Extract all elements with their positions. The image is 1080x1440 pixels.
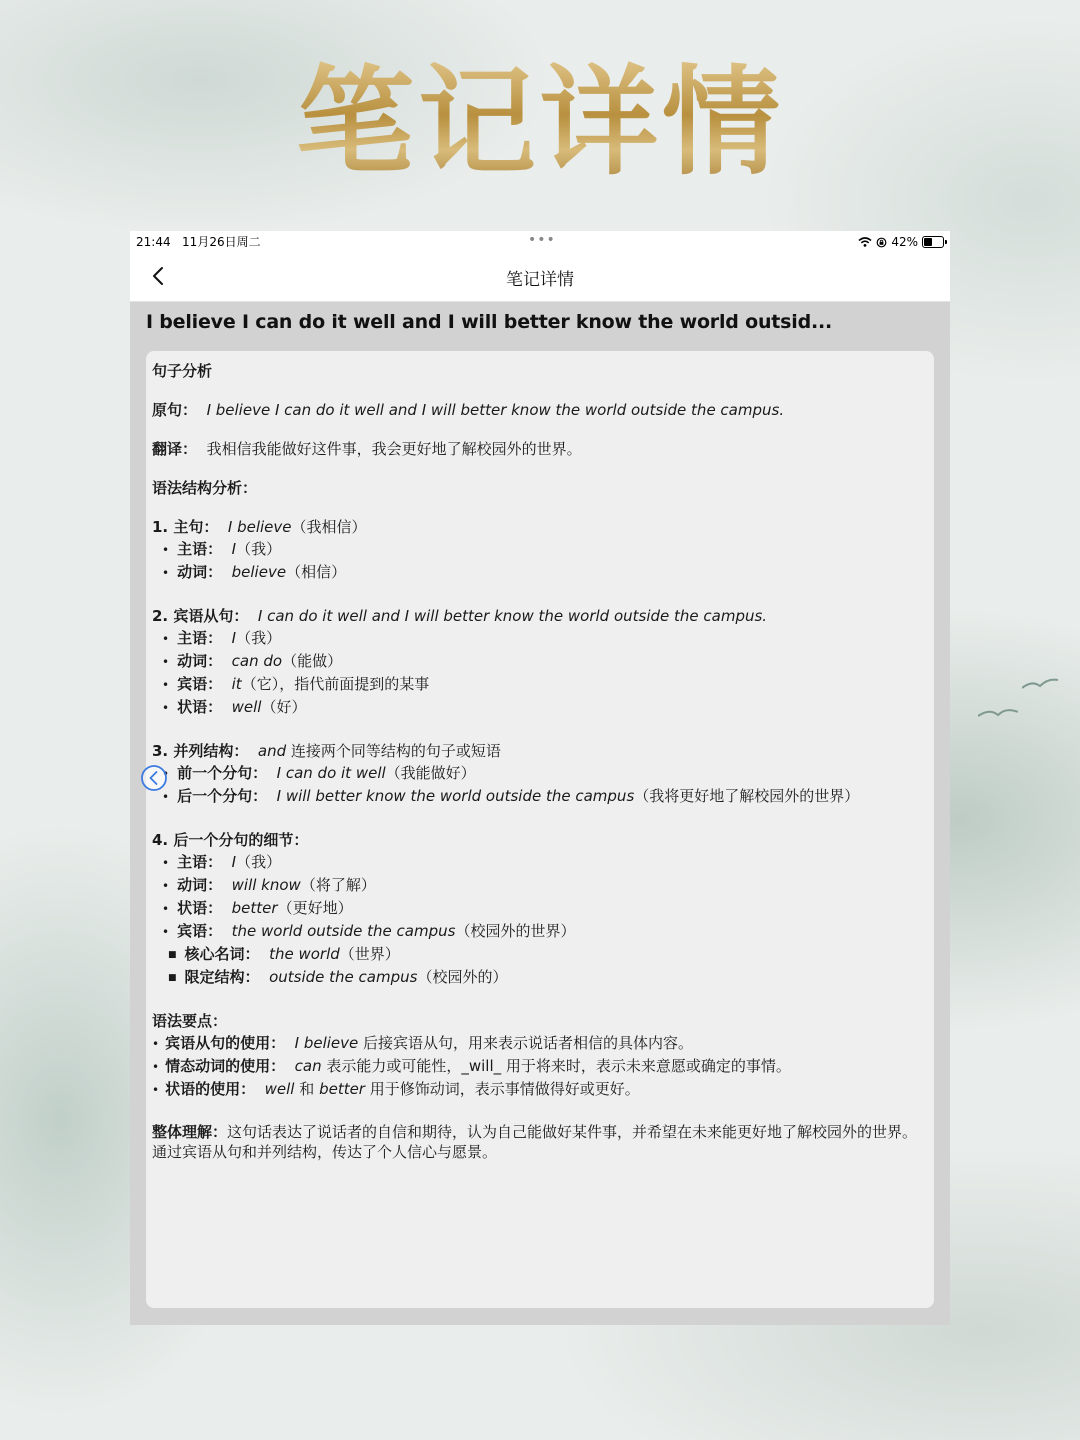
s1-head: 1. 主句： I believe（我相信） (152, 518, 367, 536)
status-time: 21:44 11月26日周二 (136, 235, 261, 249)
s3-head: 3. 并列结构： and 连接两个同等结构的句子或短语 (152, 742, 501, 760)
list-item: • 状语： better（更好地） (152, 897, 928, 920)
list-item: • 状语： well（好） (152, 696, 928, 719)
battery-percent: 42% (891, 235, 918, 249)
multitask-dots-icon[interactable]: ••• (528, 232, 556, 248)
list-item: • 状语的使用： well 和 better 用于修饰动词，表示事情做得好或更好。 (152, 1078, 928, 1101)
note-title: I believe I can do it well and I will better know the world outsid... (146, 311, 833, 333)
points-title: 语法要点： (152, 1012, 228, 1030)
list-item: • 宾语从句的使用： I believe 后接宾语从句，用来表示说话者相信的具体内容。 (152, 1032, 928, 1055)
list-subitem: ■ 核心名词： the world（世界） (152, 943, 928, 966)
list-item: • 前一个分句： I can do it well（我能做好） (152, 762, 928, 785)
section-title: 句子分析 (152, 362, 213, 380)
status-bar (130, 231, 950, 253)
note-content-card (146, 351, 934, 1308)
translation: 翻译： 我相信我能做好这件事，我会更好地了解校园外的世界。 (152, 440, 582, 458)
list-item: • 情态动词的使用： can 表示能力或可能性，_will_ 用于将来时，表示未来意愿或确定的事情。 (152, 1055, 928, 1078)
orientation-lock-icon (876, 237, 887, 248)
list-item: • 宾语： the world outside the campus（校园外的世界） (152, 920, 928, 943)
wifi-icon (858, 237, 872, 247)
summary: 整体理解：这句话表达了说话者的自信和期待，认为自己能做好某件事，并希望在未来能更好地了解校园外的世界。通过宾语从句和并列结构，传达了个人信心与愿景。 (152, 1123, 918, 1161)
grammar-title: 语法结构分析： (152, 479, 258, 497)
list-item: • 主语： I（我） (152, 538, 928, 561)
bird-icon (978, 706, 1018, 720)
list-subitem: ■ 限定结构： outside the campus（校园外的） (152, 966, 928, 989)
list-item: • 主语： I（我） (152, 627, 928, 650)
floating-back-icon[interactable] (140, 764, 168, 792)
list-item: • 主语： I（我） (152, 851, 928, 874)
list-item: • 宾语： it（它），指代前面提到的某事 (152, 673, 928, 696)
list-item: • 动词： will know（将了解） (152, 874, 928, 897)
nav-title: 笔记详情 (506, 270, 574, 290)
list-item: • 动词： can do（能做） (152, 650, 928, 673)
s4-head: 4. 后一个分句的细节： (152, 831, 309, 849)
original-sentence: 原句： I believe I can do it well and I will better know the world outside the campus. (152, 401, 785, 419)
list-item: • 后一个分句： I will better know the world outside the campus（我将更好地了解校园外的世界） (152, 785, 928, 808)
tablet-screen (130, 231, 950, 1325)
note-content (152, 360, 928, 1162)
nav-bar (130, 253, 950, 302)
battery-icon (922, 236, 944, 248)
hero-title: 笔记详情 (0, 52, 1080, 192)
list-item: • 动词： believe（相信） (152, 561, 928, 584)
s2-head: 2. 宾语从句： I can do it well and I will better know the world outside the campus. (152, 607, 768, 625)
bird-icon (1022, 676, 1058, 692)
